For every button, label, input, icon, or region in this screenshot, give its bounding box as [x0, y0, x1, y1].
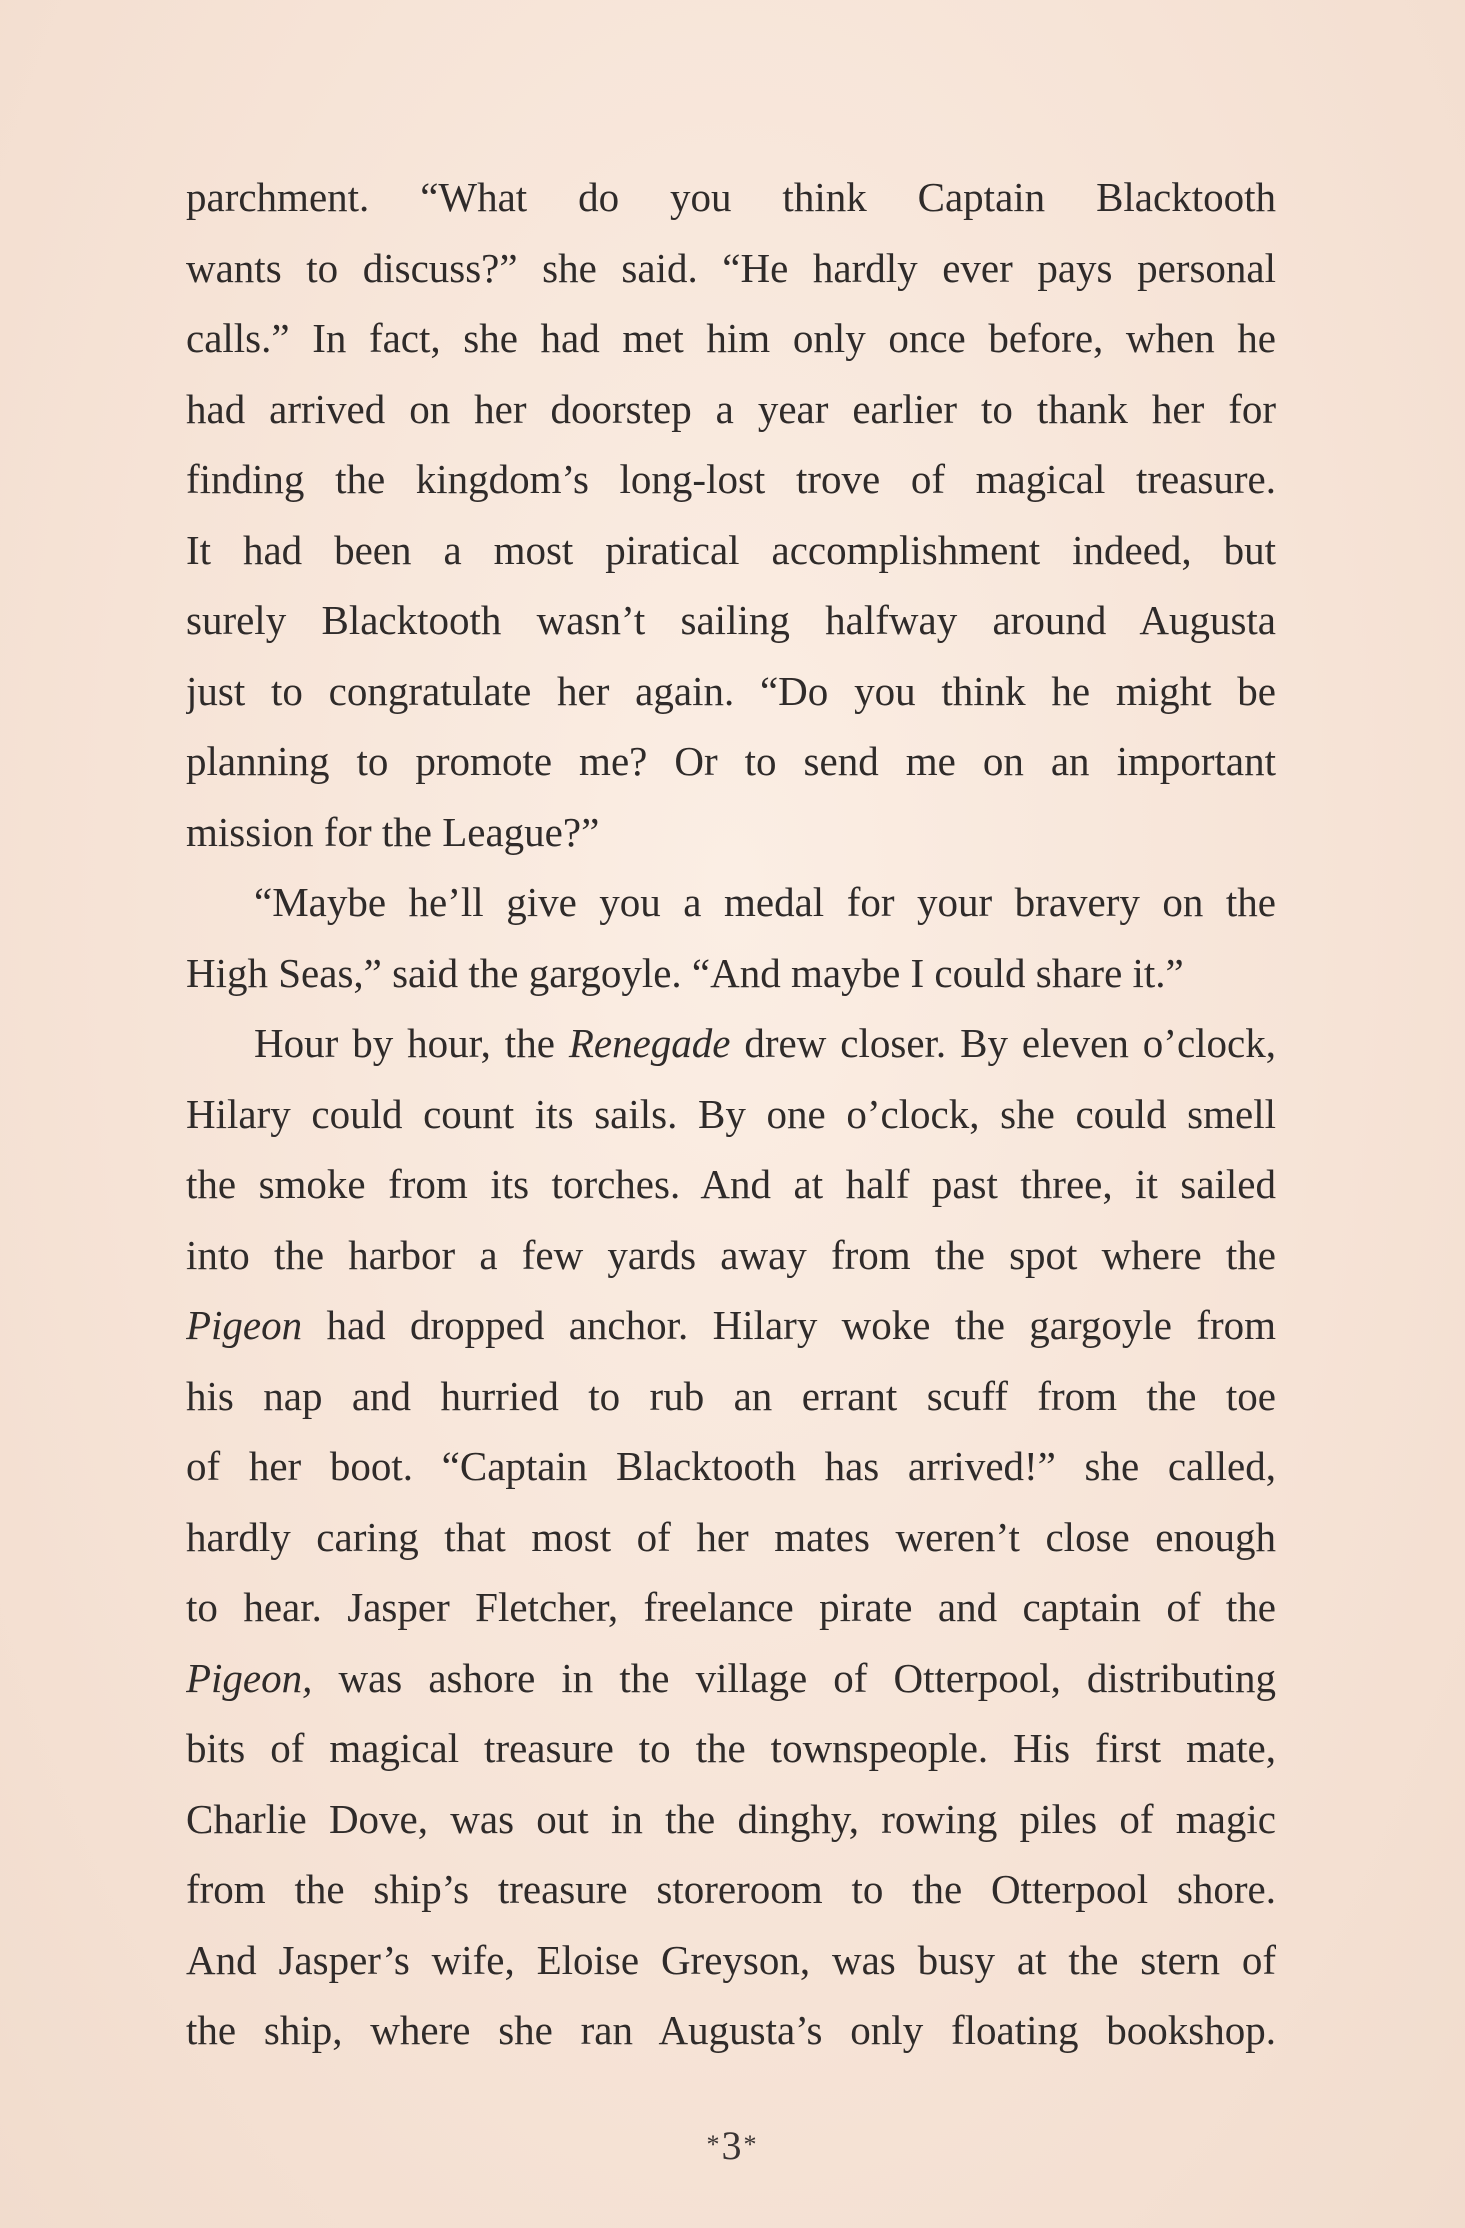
text-line: parchment. “What do you think Captain Blacktooth: [186, 174, 1276, 220]
text-line: calls.” In fact, she had met him only once before, when he: [186, 315, 1276, 361]
page-number: [0, 2122, 1465, 2169]
text-line: [186, 1008, 1276, 1079]
text-run: had dropped anchor. Hilary woke the gargoyle from: [302, 1302, 1276, 1348]
ship-name-italic: Pigeon: [186, 1302, 303, 1348]
text-line: surely Blacktooth wasn’t sailing halfway around Augusta: [186, 597, 1276, 643]
text-line: had arrived on her doorstep a year earlier to thank her for: [186, 385, 1276, 432]
text-run: Hour by hour, the: [254, 1020, 569, 1066]
text-line: [186, 1643, 1276, 1714]
page-number-value: 3: [721, 2123, 744, 2168]
text-line: planning to promote me? Or to send me on an important: [186, 738, 1276, 784]
text-line: finding the kingdom’s long-lost trove of magical treasure.: [186, 456, 1276, 502]
text-line: the ship, where she ran Augusta’s only floating bookshop.: [186, 2007, 1276, 2053]
text-line: Hilary could count its sails. By one o’clock, she could smell: [186, 1090, 1276, 1137]
text-line: bits of magical treasure to the townspeople. His first mate,: [186, 1725, 1276, 1771]
text-line: to hear. Jasper Fletcher, freelance pirate and captain of the: [186, 1584, 1276, 1630]
ship-name-italic: Pigeon,: [186, 1654, 313, 1701]
text-line: just to congratulate her again. “Do you think he might be: [186, 667, 1276, 714]
text-line: into the harbor a few yards away from the spot where the: [186, 1231, 1276, 1278]
body-text: [186, 162, 1276, 2066]
text-line: “Maybe he’ll give you a medal for your bravery on the: [254, 879, 1276, 925]
text-line: Charlie Dove, was out in the dinghy, rowing piles of magic: [186, 1795, 1276, 1842]
text-line: High Seas,” said the gargoyle. “And maybe I could share it.”: [186, 949, 1184, 996]
text-line: wants to discuss?” she said. “He hardly ever pays personal: [186, 244, 1276, 291]
text-line: the smoke from its torches. And at half past three, it sailed: [186, 1161, 1276, 1207]
text-line: And Jasper’s wife, Eloise Greyson, was busy at the stern of: [186, 1936, 1276, 1983]
ornament-left-icon: *: [706, 2130, 722, 2159]
ornament-right-icon: *: [743, 2130, 759, 2159]
text-line: of her boot. “Captain Blacktooth has arrived!” she called,: [186, 1443, 1276, 1489]
ship-name-italic: Renegade: [568, 1020, 731, 1066]
text-line: mission for the League?”: [186, 808, 600, 855]
text-line: It had been a most piratical accomplishment indeed, but: [186, 526, 1276, 573]
text-run: was ashore in the village of Otterpool, distributing: [312, 1654, 1276, 1701]
text-line: [186, 1290, 1276, 1361]
text-line: his nap and hurried to rub an errant scuff from the toe: [186, 1372, 1276, 1419]
text-line: from the ship’s treasure storeroom to the Otterpool shore.: [186, 1866, 1276, 1912]
text-run: drew closer. By eleven o’clock,: [730, 1020, 1276, 1066]
text-line: hardly caring that most of her mates weren’t close enough: [186, 1513, 1276, 1560]
